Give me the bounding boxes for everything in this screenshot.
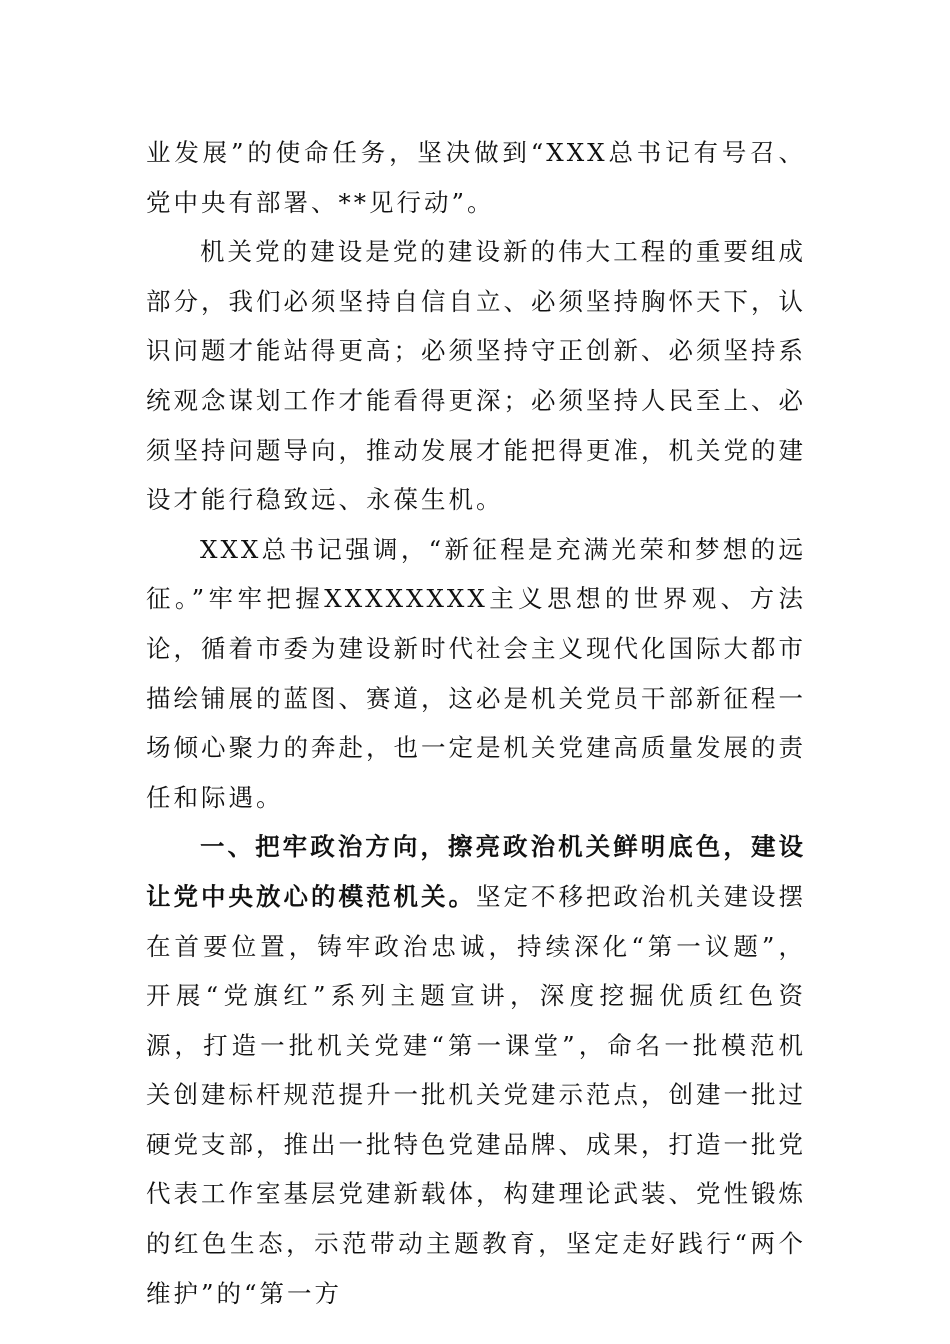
paragraph-text: 业发展”的使命任务，坚决做到“XXX总书记有号召、党中央有部署、**见行动”。 xyxy=(146,138,806,217)
paragraph-new-journey xyxy=(146,525,806,823)
document-body xyxy=(146,128,806,1318)
paragraph-text: XXX总书记强调，“新征程是充满光荣和梦想的远征。”牢牢把握XXXXXXXX主义思想的世界观、方法论，循着市委为建设新时代社会主义现代化国际大都市描绘铺展的蓝图、赛道，这必是机关党员干部新征程一场倾心聚力的奔赴，也一定是机关党建高质量发展的责任和际遇。 xyxy=(146,534,806,812)
paragraph-text: 坚定不移把政治机关建设摆在首要位置，铸牢政治忠诚，持续深化“第一议题”，开展“党旗红”系列主题宣讲，深度挖掘优质红色资源，打造一批机关党建“第一课堂”，命名一批模范机关创建标杆规范提升一批机关党建示范点，创建一批过硬党支部，推出一批特色党建品牌、成果，打造一批党代表工作室基层党建新载体，构建理论武装、党性锻炼的红色生态，示范带动主题教育，坚定走好践行“两个维护”的“第一方 xyxy=(146,881,806,1308)
paragraph-continuation xyxy=(146,128,806,227)
paragraph-party-building xyxy=(146,227,806,525)
paragraph-section-one xyxy=(146,822,806,1318)
paragraph-text: 机关党的建设是党的建设新的伟大工程的重要组成部分，我们必须坚持自信自立、必须坚持胸怀天下，认识问题才能站得更高；必须坚持守正创新、必须坚持系统观念谋划工作才能看得更深；必须坚持人民至上、必须坚持问题导向，推动发展才能把得更准，机关党的建设才能行稳致远、永葆生机。 xyxy=(146,237,806,515)
section-heading: 一、把牢政治方向，擦亮政治机关鲜明底色，建设让党中央放心的模范机关。 xyxy=(146,832,806,911)
